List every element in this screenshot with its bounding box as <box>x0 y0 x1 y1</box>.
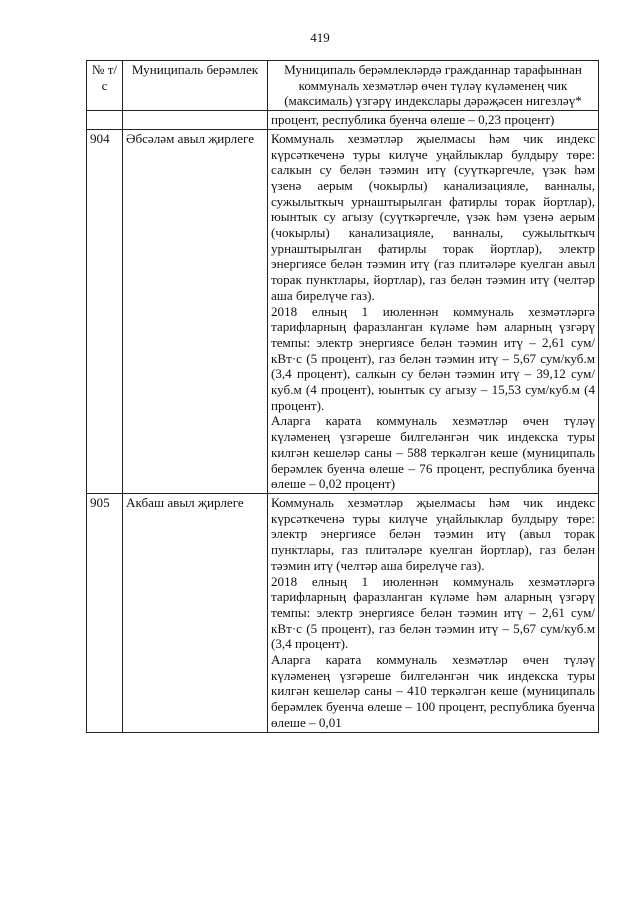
description-paragraph: Аларга карата коммуналь хезмәтләр өчен түләү күләменең үзгәреше билгеләнгән чик индекска туры килгән кешеләр саны – 588 теркәлгән кеше (муниципаль берәмлек буенча өлеше – 76 процент, республика буенча өлеше – 0,02 процент) <box>271 413 595 492</box>
cell-num: 905 <box>87 493 123 732</box>
description-paragraph: Аларга карата коммуналь хезмәтләр өчен түләү күләменең үзгәреше билгеләнгән чик индекска туры килгән кешеләр саны – 410 теркәлгән кеше (муниципаль берәмлек буенча өлеше – 100 процент, республика буенча өлеше – 0,01 <box>271 652 595 730</box>
table-row <box>87 493 599 732</box>
cell-description <box>268 111 599 130</box>
table-row-continuation <box>87 111 599 130</box>
cell-description <box>268 493 599 732</box>
cell-name <box>123 111 268 130</box>
table-header-row <box>87 61 599 111</box>
municipality-table <box>86 60 599 733</box>
cell-num <box>87 111 123 130</box>
header-description: Муниципаль берәмлекләрдә гражданнар тарафыннан коммуналь хезмәтләр өчен түләү күләменең чик (максималь) үзгәрү индекслары дәрәҗәсен нигезләү* <box>268 61 599 111</box>
cell-name: Акбаш авыл җирлеге <box>123 493 268 732</box>
description-paragraph: Коммуналь хезмәтләр җыелмасы һәм чик индекс күрсәткеченә туры килүче уңайлыклар булдыру төре: салкын су белән тәэмин итү (суүткәргечле, үзәк һәм үзенә аерым (чокырлы) канализацияле, ванналы, сужылыткыч урнаштырылган фатирлы торак йортлар), юынтык су агызу (суүткәргечле, үзәк һәм үзенә аерым (чокырлы) канализацияле, ванналы, сужылыткыч урнаштырылган фатирлы торак йортлар), электр энергиясе белән тәэмин итү (газ плитәләре куелган авыл торак пунктлары, йортлар), газ белән тәэмин итү (челтәр аша бирелүче газ). <box>271 130 595 303</box>
continuation-text: процент, республика буенча өлеше – 0,23 процент) <box>271 112 555 128</box>
header-municipality: Муниципаль берәмлек <box>123 61 268 111</box>
header-num: № т/с <box>87 61 123 111</box>
page-number: 419 <box>310 30 330 45</box>
table-row <box>87 129 599 493</box>
description-paragraph: 2018 елның 1 июленнән коммуналь хезмәтләргә тарифларның фаразланган күләме һәм аларның үзгәрү темпы: электр энергиясе белән тәэмин итү – 2,61 сум/кВт·с (5 процент), газ белән тәэмин итү – 5,67 сум/куб.м (3,4 процент), салкын су белән тәэмин итү – 39,12 сум/куб.м (4 процент), юынтык су агызу – 15,53 сум/куб.м (4 процент). <box>271 303 595 413</box>
description-paragraph: Коммуналь хезмәтләр җыелмасы һәм чик индекс күрсәткеченә туры килүче уңайлыклар булдыру төре: электр энергиясе белән тәэмин итү (авыл торак пунктлары, газ плитәләре куелган йортлар), газ белән тәэмин итү (челтәр аша бирелүче газ). <box>271 494 595 573</box>
cell-num: 904 <box>87 129 123 493</box>
cell-name: Әбсәләм авыл җирлеге <box>123 129 268 493</box>
cell-description <box>268 129 599 493</box>
description-paragraph: 2018 елның 1 июленнән коммуналь хезмәтләргә тарифларның фаразланган күләме һәм аларның үзгәрү темпы: электр энергиясе белән тәэмин итү – 2,61 сум/кВт·с (5 процент), газ белән тәэмин итү – 5,67 сум/куб.м (3,4 процент). <box>271 573 595 652</box>
